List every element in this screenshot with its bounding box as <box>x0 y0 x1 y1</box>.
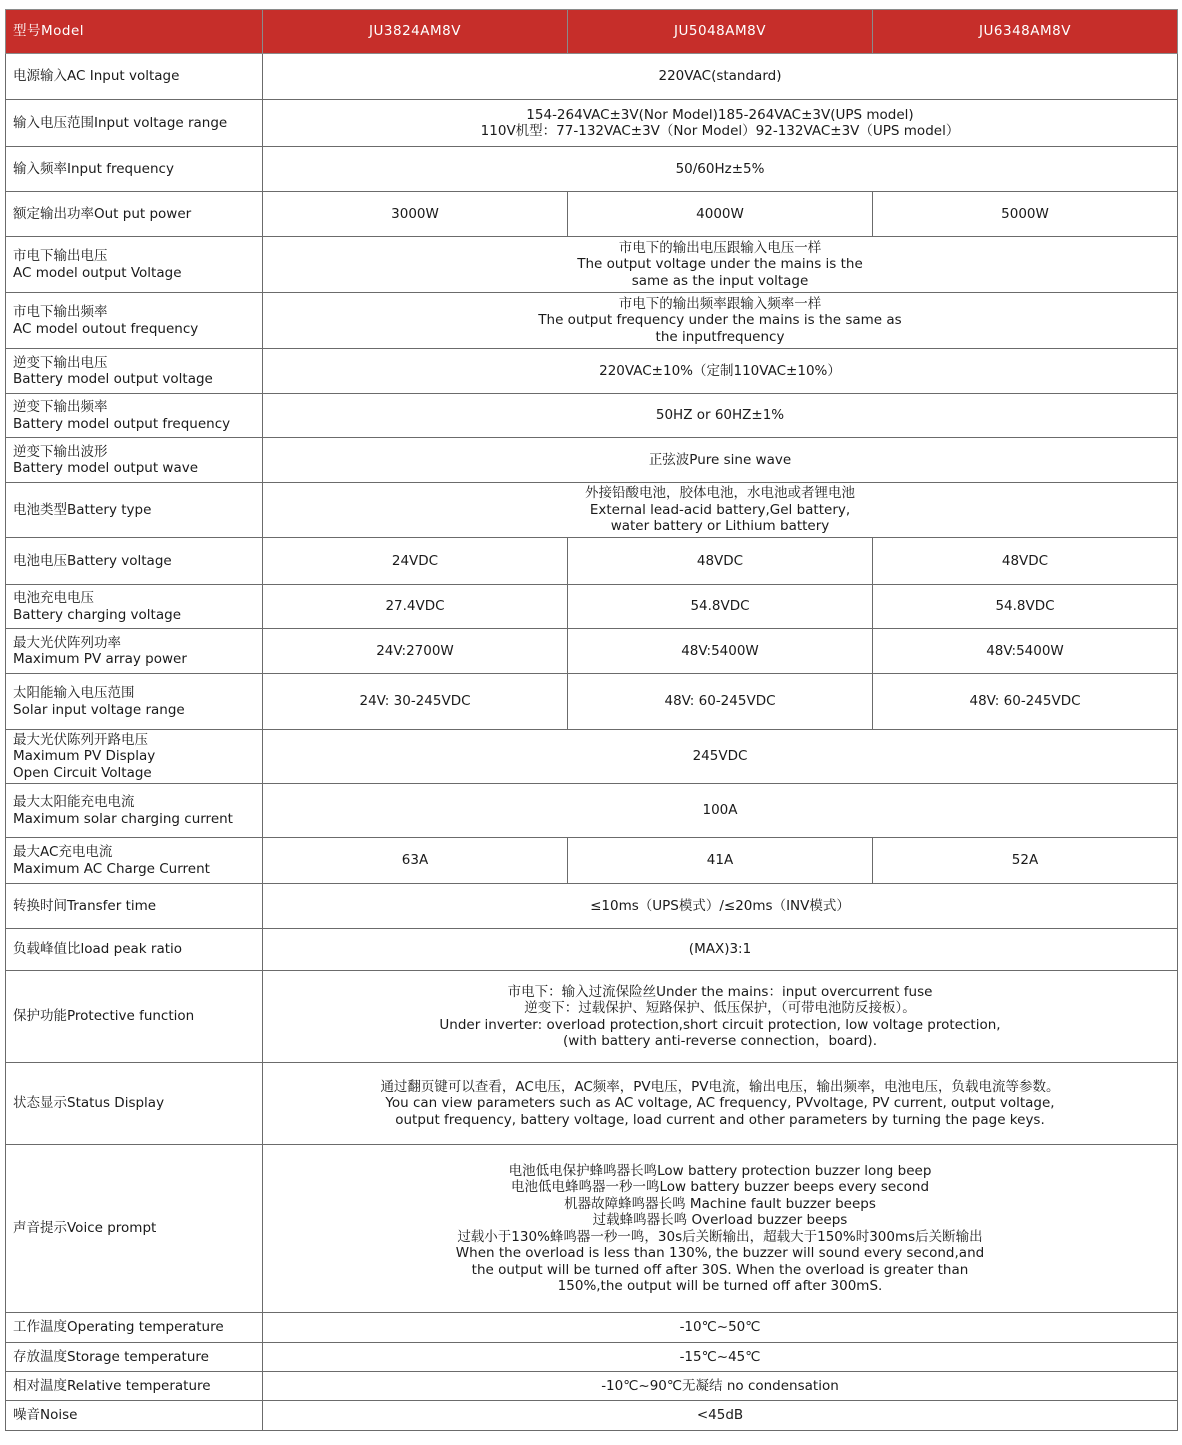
spec-value <box>263 100 1178 147</box>
spec-value <box>263 147 1178 192</box>
spec-value-line: 过载小于130%蜂鸣器一秒一鸣，30s后关断输出，超载大于150%时300ms后关断输出 <box>457 1228 983 1245</box>
spec-label <box>6 629 263 674</box>
spec-row <box>6 784 1178 838</box>
spec-label-line: 工作温度Operating temperature <box>13 1319 224 1336</box>
spec-label <box>6 54 263 100</box>
spec-value-line: 245VDC <box>692 748 748 765</box>
spec-table <box>5 9 1178 1431</box>
spec-value-model-3: 5000W <box>873 192 1178 237</box>
spec-label-line: Maximum AC Charge Current <box>13 860 210 877</box>
spec-label-line: 负载峰值比load peak ratio <box>13 941 183 958</box>
spec-label <box>6 1372 263 1401</box>
spec-value-line: Under inverter: overload protection,short circuit protection, low voltage protection, <box>439 1016 1001 1033</box>
spec-value-line: 50HZ or 60HZ±1% <box>655 407 785 424</box>
spec-value-line: 市电下的输出电压跟输入电压一样 <box>618 239 822 256</box>
spec-label-line: 电池充电电压 <box>13 590 94 606</box>
spec-label-line: 额定输出功率Out put power <box>13 205 192 222</box>
spec-value-line: the inputfrequency <box>655 328 785 345</box>
spec-label-line: Open Circuit Voltage <box>13 764 152 781</box>
spec-row <box>6 884 1178 929</box>
spec-row <box>6 100 1178 147</box>
spec-label-line: Maximum solar charging current <box>13 810 233 827</box>
spec-body <box>6 54 1178 1431</box>
spec-label-line: Battery charging voltage <box>13 606 181 623</box>
spec-label <box>6 192 263 237</box>
spec-value-model-1: 3000W <box>263 192 568 237</box>
spec-label-line: AC model outout frequency <box>13 320 199 337</box>
spec-label <box>6 293 263 349</box>
spec-row <box>6 1401 1178 1431</box>
spec-value <box>263 971 1178 1063</box>
spec-label-line: 最大AC充电电流 <box>13 844 113 860</box>
spec-value <box>263 1313 1178 1343</box>
spec-value-model-2: 48V: 60-245VDC <box>568 674 873 730</box>
spec-value-line: -10℃~50℃ <box>679 1319 761 1336</box>
header-model-2: JU5048AM8V <box>568 10 873 54</box>
spec-label <box>6 349 263 394</box>
spec-label <box>6 100 263 147</box>
spec-row <box>6 674 1178 730</box>
spec-value-model-1: 24V: 30-245VDC <box>263 674 568 730</box>
spec-row <box>6 1343 1178 1372</box>
spec-label-line: 最大光伏陈列开路电压 <box>13 731 148 748</box>
spec-value-model-1: 24VDC <box>263 538 568 585</box>
spec-value <box>263 54 1178 100</box>
spec-value-line: 110V机型：77-132VAC±3V（Nor Model）92-132VAC±3V（UPS model） <box>480 123 960 139</box>
spec-row <box>6 483 1178 538</box>
spec-value <box>263 1401 1178 1431</box>
spec-label-line: 电池类型Battery type <box>13 501 152 518</box>
spec-value-line: 电池低电蜂鸣器一秒一鸣Low battery buzzer beeps every second <box>510 1179 930 1195</box>
spec-row <box>6 237 1178 293</box>
spec-value <box>263 349 1178 394</box>
spec-value-line: The output voltage under the mains is the <box>577 256 863 273</box>
spec-value-line: 154-264VAC±3V(Nor Model)185-264VAC±3V(UPS model) <box>526 106 914 123</box>
header-row <box>6 10 1178 54</box>
spec-label <box>6 538 263 585</box>
spec-value-model-2: 54.8VDC <box>568 585 873 629</box>
spec-label-line: 电源输入AC Input voltage <box>13 68 180 85</box>
spec-label-line: 存放温度Storage temperature <box>13 1348 209 1365</box>
spec-value <box>263 1343 1178 1372</box>
spec-value-model-3: 54.8VDC <box>873 585 1178 629</box>
spec-label <box>6 884 263 929</box>
spec-value-line: 电池低电保护蜂鸣器长鸣Low battery protection buzzer long beep <box>508 1162 932 1179</box>
header-model-1: JU3824AM8V <box>263 10 568 54</box>
spec-value-model-3: 48VDC <box>873 538 1178 585</box>
header-model-3: JU6348AM8V <box>873 10 1178 54</box>
spec-value-model-3: 52A <box>873 838 1178 884</box>
spec-row <box>6 1145 1178 1313</box>
spec-row <box>6 1372 1178 1401</box>
spec-value-line: -10℃~90℃无凝结 no condensation <box>601 1377 839 1394</box>
spec-value <box>263 1063 1178 1145</box>
spec-value-line: water battery or Lithium battery <box>610 518 830 535</box>
spec-value <box>263 884 1178 929</box>
spec-label-line: 输入电压范围Input voltage range <box>13 114 228 131</box>
spec-value-line: -15℃~45℃ <box>679 1348 761 1365</box>
spec-row <box>6 629 1178 674</box>
spec-label <box>6 394 263 438</box>
spec-value-line: You can view parameters such as AC voltage, AC frequency, PVvoltage, PV current, output voltage, <box>385 1095 1055 1112</box>
spec-label-line: 转换时间Transfer time <box>13 897 157 914</box>
spec-value-line: (MAX)3:1 <box>688 941 752 958</box>
spec-label <box>6 483 263 538</box>
spec-row <box>6 1063 1178 1145</box>
header-model-label: 型号Model <box>6 10 263 54</box>
spec-label <box>6 585 263 629</box>
spec-value <box>263 1372 1178 1401</box>
spec-value-line: 外接铅酸电池，胶体电池，水电池或者锂电池 <box>585 485 855 502</box>
spec-value-line: The output frequency under the mains is the same as <box>538 312 902 329</box>
spec-label-line: 逆变下输出波形 <box>13 443 108 460</box>
spec-value-line: output frequency, battery voltage, load current and other parameters by turning the page keys. <box>395 1111 1045 1128</box>
spec-value-line: When the overload is less than 130%, the buzzer will sound every second,and <box>455 1245 985 1261</box>
spec-row <box>6 192 1178 237</box>
spec-label-line: 太阳能输入电压范围 <box>13 685 135 701</box>
spec-value-model-2: 4000W <box>568 192 873 237</box>
spec-label <box>6 147 263 192</box>
spec-value-line: 机器故障蜂鸣器长鸣 Machine fault buzzer beeps <box>564 1195 876 1212</box>
spec-label-line: 噪音Noise <box>13 1407 78 1424</box>
spec-value <box>263 293 1178 349</box>
spec-row <box>6 838 1178 884</box>
spec-label-line: 声音提示Voice prompt <box>13 1220 157 1237</box>
spec-label <box>6 1313 263 1343</box>
spec-row <box>6 971 1178 1063</box>
spec-value-model-2: 41A <box>568 838 873 884</box>
spec-label-line: 市电下输出频率 <box>13 304 108 320</box>
spec-label <box>6 674 263 730</box>
spec-value <box>263 438 1178 483</box>
spec-row <box>6 349 1178 394</box>
spec-value-model-2: 48VDC <box>568 538 873 585</box>
spec-label <box>6 1401 263 1431</box>
spec-label-line: 逆变下输出电压 <box>13 354 108 371</box>
spec-label-line: AC model output Voltage <box>13 264 182 281</box>
spec-value-line: same as the input voltage <box>631 272 809 289</box>
spec-value-line: 50/60Hz±5% <box>675 160 765 177</box>
spec-label <box>6 1343 263 1372</box>
spec-row <box>6 929 1178 971</box>
spec-row <box>6 538 1178 585</box>
spec-value-model-2: 48V:5400W <box>568 629 873 674</box>
spec-label <box>6 1145 263 1313</box>
spec-label-line: 逆变下输出频率 <box>13 399 108 415</box>
spec-value-line: External lead-acid battery,Gel battery, <box>589 501 851 518</box>
spec-value-model-1: 27.4VDC <box>263 585 568 629</box>
spec-label-line: 保护功能Protective function <box>13 1008 195 1025</box>
spec-value-line: 过载蜂鸣器长鸣 Overload buzzer beeps <box>592 1212 848 1228</box>
spec-row <box>6 394 1178 438</box>
spec-label <box>6 929 263 971</box>
spec-value-line: <45dB <box>696 1407 744 1424</box>
spec-value <box>263 483 1178 538</box>
spec-label <box>6 784 263 838</box>
spec-row <box>6 147 1178 192</box>
spec-value <box>263 784 1178 838</box>
spec-value-line: 220VAC±10%（定制110VAC±10%） <box>599 362 841 379</box>
spec-value-line: 市电下的输出频率跟输入频率一样 <box>618 295 822 312</box>
spec-value-line: 通过翻页键可以查看，AC电压，AC频率，PV电压，PV电流，输出电压，输出频率，电池电压，负载电流等参数。 <box>380 1078 1060 1095</box>
spec-value-line: (with battery anti-reverse connection，board). <box>563 1033 877 1049</box>
spec-label-line: 输入频率Input frequency <box>13 160 174 177</box>
spec-label <box>6 838 263 884</box>
spec-label-line: Solar input voltage range <box>13 701 185 718</box>
spec-label <box>6 237 263 293</box>
spec-label-line: 电池电压Battery voltage <box>13 552 172 569</box>
spec-value-line: 150%,the output will be turned off after 300mS. <box>557 1278 883 1294</box>
spec-label-line: 最大光伏阵列功率 <box>13 634 121 651</box>
spec-label-line: 最大太阳能充电电流 <box>13 794 135 810</box>
spec-value-line: ≤10ms（UPS模式）/≤20ms（INV模式） <box>590 897 850 914</box>
spec-label-line: Battery model output wave <box>13 460 199 476</box>
spec-label-line: Maximum PV Display <box>13 748 156 765</box>
spec-value-line: 市电下：输入过流保险丝Under the mains：input overcurrent fuse <box>507 983 933 1000</box>
spec-value <box>263 394 1178 438</box>
spec-value-line: 正弦波Pure sine wave <box>648 451 792 468</box>
spec-label <box>6 971 263 1063</box>
spec-row <box>6 730 1178 784</box>
spec-value <box>263 730 1178 784</box>
spec-label-line: 相对温度Relative temperature <box>13 1377 211 1394</box>
spec-row <box>6 293 1178 349</box>
spec-row <box>6 585 1178 629</box>
spec-value-line: the output will be turned off after 30S. When the overload is greater than <box>471 1261 969 1278</box>
spec-value <box>263 1145 1178 1313</box>
spec-value-model-1: 24V:2700W <box>263 629 568 674</box>
spec-label <box>6 730 263 784</box>
spec-value <box>263 929 1178 971</box>
spec-label-line: 状态显示Status Display <box>13 1095 165 1112</box>
spec-value-model-3: 48V:5400W <box>873 629 1178 674</box>
spec-value-model-3: 48V: 60-245VDC <box>873 674 1178 730</box>
spec-label-line: 市电下输出电压 <box>13 248 108 264</box>
spec-label-line: Battery model output voltage <box>13 371 213 387</box>
spec-label-line: Maximum PV array power <box>13 651 187 667</box>
spec-value <box>263 237 1178 293</box>
spec-row <box>6 54 1178 100</box>
spec-label-line: Battery model output frequency <box>13 415 231 432</box>
spec-value-line: 逆变下：过载保护、短路保护、低压保护，（可带电池防反接板）。 <box>524 1000 916 1016</box>
spec-value-line: 100A <box>702 802 738 819</box>
spec-label <box>6 438 263 483</box>
spec-label <box>6 1063 263 1145</box>
spec-row <box>6 1313 1178 1343</box>
spec-value-line: 220VAC(standard) <box>658 68 782 85</box>
spec-row <box>6 438 1178 483</box>
spec-value-model-1: 63A <box>263 838 568 884</box>
